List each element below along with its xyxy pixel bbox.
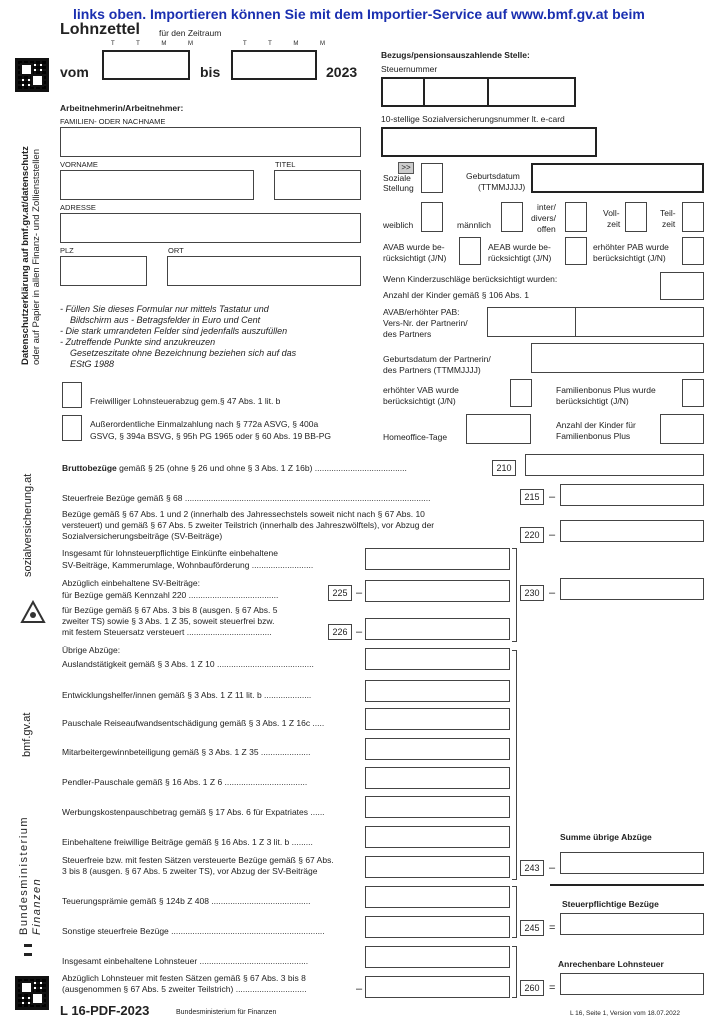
code-230: 230	[520, 585, 544, 601]
dob-input[interactable]	[531, 163, 704, 193]
male-label: männlich	[457, 220, 492, 230]
partner-dob-label-2: des Partners (TTMMJJJJ)	[383, 365, 481, 375]
code-220: 220	[520, 527, 544, 543]
fb-kids-label-1: Anzahl der Kinder für	[556, 420, 636, 430]
svnr-label: 10-stellige Sozialversicherungsnummer lt. e-card	[381, 114, 565, 124]
inflation-input[interactable]	[365, 886, 510, 908]
instruction-line: - Füllen Sie dieses Formular nur mittels Tastatur und	[60, 304, 269, 314]
minus-243: –	[549, 862, 556, 874]
row-243-input[interactable]	[365, 856, 510, 878]
sv-logo-icon	[20, 600, 46, 626]
privacy-line-1: Datenschutzerklärung auf bmf.gv.at/datenschutz	[20, 146, 31, 365]
ministry-logo-icon	[24, 944, 32, 956]
voluntary-contrib-label: Einbehaltene freiwillige Beiträge gemäß § 16 Abs. 1 Z 3 lit. b .........	[62, 837, 313, 847]
fb-input[interactable]	[682, 379, 704, 407]
social-status-label-1: Soziale	[383, 173, 411, 183]
vab-label-2: berücksichtigt (J/N)	[383, 396, 456, 406]
partner-svnr-input-1[interactable]	[487, 307, 576, 337]
partner-svnr-input-2[interactable]	[575, 307, 704, 337]
code-215: 215	[520, 489, 544, 505]
avab-label-2: rücksichtigt (J/N)	[383, 253, 447, 263]
other-deductions-title: Übrige Abzüge:	[62, 645, 121, 655]
row-220-label-2: versteuert) und gemäß § 67 Abs. 5 zweiter Teilstrich (innerhalb des Jahreszwölftels), vor Abzug der	[62, 520, 435, 530]
fulltime-checkbox[interactable]	[625, 202, 647, 232]
homeoffice-label: Homeoffice-Tage	[383, 432, 448, 442]
row-260-label-2: (ausgenommen § 67 Abs. 5 zweiter Teilstrich) ..............................	[62, 984, 307, 994]
zip-input[interactable]	[60, 256, 147, 286]
diverse-label-3: offen	[537, 224, 556, 234]
instruction-line: Gesetzeszitate ohne Bezeichnung beziehen sich auf das	[70, 348, 297, 358]
bracket-245	[512, 886, 517, 938]
homeoffice-input[interactable]	[466, 414, 531, 444]
firstname-label: VORNAME	[60, 160, 98, 169]
code-245: 245	[520, 920, 544, 936]
row-230-input[interactable]	[560, 578, 704, 600]
zip-label: PLZ	[60, 246, 74, 255]
city-input[interactable]	[167, 256, 361, 286]
instruction-line: Bildschirm aus - Betragsfelder in Euro und Cent	[70, 315, 261, 325]
expat-input[interactable]	[365, 796, 510, 818]
female-checkbox[interactable]	[421, 202, 443, 232]
dob-label-1: Geburtsdatum	[466, 171, 520, 181]
footer-ministry: Bundesministerium für Finanzen	[176, 1009, 277, 1016]
address-label: ADRESSE	[60, 203, 96, 212]
minus-215: –	[549, 491, 556, 503]
payer-title: Bezugs/pensionsauszahlende Stelle:	[381, 50, 530, 60]
male-checkbox[interactable]	[501, 202, 523, 232]
bmf-link[interactable]: bmf.gv.at	[21, 712, 33, 757]
diverse-label-1: inter/	[537, 202, 556, 212]
expat-label: Werbungskostenpauschbetrag gemäß § 17 Abs. 6 für Expatriates ......	[62, 807, 325, 817]
row-210-label	[62, 463, 407, 473]
kids-count-input[interactable]	[660, 272, 704, 300]
privacy-line-2: oder auf Papier in allen Finanz- und Zollienststellen	[31, 149, 42, 365]
ministry-line-1: Bundesministerium	[18, 815, 30, 935]
row-210-text: gemäß § 25 (ohne § 26 und ohne § 3 Abs. 1 Z 16b) .......................................	[116, 463, 407, 473]
row-220-input[interactable]	[560, 520, 704, 542]
withheld-label: Insgesamt einbehaltene Lohnsteuer ..............................................	[62, 956, 309, 966]
instructions	[60, 304, 296, 370]
code-226: 226	[328, 624, 352, 640]
surname-label: FAMILIEN- ODER NACHNAME	[60, 117, 166, 126]
tax-number-field-1[interactable]	[381, 77, 425, 107]
parttime-label-1: Teil-	[660, 208, 676, 218]
instruction-line: EStG 1988	[70, 359, 115, 369]
sum-other-label: Summe übrige Abzüge	[560, 832, 652, 842]
foreign-activity-label: Auslandstätigkeit gemäß § 3 Abs. 1 Z 10 .........................................	[62, 659, 314, 669]
fb-kids-input[interactable]	[660, 414, 704, 444]
sv-total-input[interactable]	[365, 548, 510, 570]
instruction-line: - Zutreffende Punkte sind anzukreuzen	[60, 337, 216, 347]
diverse-checkbox[interactable]	[565, 202, 587, 232]
taxable-label: Steuerpflichtige Bezüge	[562, 899, 659, 909]
row-243-label-2: 3 bis 8 (ausgen. § 67 Abs. 5 zweiter TS), vor Abzug der SV-Beiträge	[62, 866, 318, 876]
extraordinary-label-1: Außerordentliche Einmalzahlung nach § 772a ASVG, § 400a	[90, 419, 319, 429]
extraordinary-checkbox[interactable]	[62, 415, 82, 441]
partner-dob-label-1: Geburtsdatum der Partnerin/	[383, 354, 491, 364]
privacy-note	[20, 146, 42, 365]
tax-number-label: Steuernummer	[381, 64, 438, 74]
creditable-label: Anrechenbare Lohnsteuer	[558, 959, 664, 969]
form-code: L 16-PDF-2023	[60, 1003, 150, 1018]
row-226-input[interactable]	[365, 618, 510, 640]
partner-label-3: des Partners	[383, 329, 432, 339]
social-status-input[interactable]	[421, 163, 443, 193]
row-215-input[interactable]	[560, 484, 704, 506]
row-226-label-2: zweiter TS) sowie § 3 Abs. 1 Z 35, soweit steuerfrei bzw.	[62, 616, 275, 626]
code-260: 260	[520, 980, 544, 996]
row-226-label-3: mit festem Steuersatz versteuert ....................................	[62, 627, 272, 637]
profit-share-input[interactable]	[365, 738, 510, 760]
row-260-input[interactable]	[365, 976, 510, 998]
year-label: 2023	[326, 64, 358, 80]
from-date-input[interactable]	[102, 50, 190, 80]
fb-label-1: Familienbonus Plus wurde	[556, 385, 656, 395]
svnr-input[interactable]	[381, 127, 597, 157]
creditable-input[interactable]	[560, 973, 704, 995]
parttime-label-2: zeit	[662, 219, 676, 229]
minus-220: –	[549, 529, 556, 541]
tax-number-field-3[interactable]	[487, 77, 576, 107]
commuter-label: Pendler-Pauschale gemäß § 16 Abs. 1 Z 6 ...................................	[62, 777, 308, 787]
employee-title: Arbeitnehmerin/Arbeitnehmer:	[60, 103, 184, 113]
aeab-input[interactable]	[565, 237, 587, 265]
fb-label-2: berücksichtigt (J/N)	[556, 396, 629, 406]
qr-code-top	[15, 58, 49, 92]
address-input[interactable]	[60, 213, 361, 243]
equals-245: =	[549, 922, 556, 934]
withheld-input[interactable]	[365, 946, 510, 968]
qr-code-bottom	[15, 976, 49, 1010]
row-260-label-1: Abzüglich Lohnsteuer mit festen Sätzen gemäß § 67 Abs. 3 bis 8	[62, 973, 306, 983]
equals-260: =	[549, 982, 556, 994]
pab-input[interactable]	[682, 237, 704, 265]
avab-input[interactable]	[459, 237, 481, 265]
row-220-label-3: Sozialversicherungsbeiträge (SV-Beiträge)	[62, 531, 223, 541]
travel-label: Pauschale Reiseaufwandsentschädigung gemäß § 3 Abs. 1 Z 16c .....	[62, 718, 325, 728]
foreign-activity-input[interactable]	[365, 648, 510, 670]
voluntary-label: Freiwilliger Lohnsteuerabzug gem.§ 47 Abs. 1 lit. b	[90, 396, 281, 406]
minus-226: –	[356, 626, 363, 638]
date-format-from: T T M M	[111, 41, 204, 47]
inflation-label: Teuerungsprämie gemäß § 124b Z 408 ..........................................	[62, 896, 311, 906]
social-status-button[interactable]: >>	[398, 162, 414, 174]
dob-label-2: (TTMMJJJJ)	[478, 182, 526, 192]
sum-other-input[interactable]	[560, 852, 704, 874]
row-225-label-2: für Bezüge gemäß Kennzahl 220 ......................................	[62, 590, 279, 600]
minus-230: –	[549, 587, 556, 599]
gross-pay-input[interactable]	[525, 454, 704, 476]
ministry-name	[18, 816, 44, 935]
bracket-260	[512, 946, 517, 998]
title-label: TITEL	[275, 160, 296, 169]
row-226-label-1: für Bezüge gemäß § 67 Abs. 3 bis 8 (ausgen. § 67 Abs. 5	[62, 605, 278, 615]
period-caption: für den Zeitraum	[159, 28, 222, 38]
pab-label-2: berücksichtigt (J/N)	[593, 253, 666, 263]
partner-label-1: AVAB/erhöhter PAB:	[383, 307, 460, 317]
firstname-input[interactable]	[60, 170, 254, 200]
bracket-line	[512, 548, 517, 642]
row-225-input[interactable]	[365, 580, 510, 602]
profit-share-label: Mitarbeitergewinnbeteiligung gemäß § 3 Abs. 1 Z 35 .....................	[62, 747, 311, 757]
fb-kids-label-2: Familienbonus Plus	[556, 431, 631, 441]
fulltime-label-1: Voll-	[603, 208, 620, 218]
divider	[550, 884, 704, 886]
sv-link[interactable]: sozialversicherung.at	[22, 473, 34, 577]
row-225-label-1: Abzüglich einbehaltene SV-Beiträge:	[62, 578, 200, 588]
title-input[interactable]	[274, 170, 361, 200]
extraordinary-label-2: GSVG, § 394a BSVG, § 95h PG 1965 oder § 60 Abs. 19 BB-PG	[90, 431, 331, 441]
social-status-label-2: Stellung	[383, 183, 414, 193]
travel-input[interactable]	[365, 708, 510, 730]
bracket-243	[512, 650, 517, 880]
voluntary-checkbox[interactable]	[62, 382, 82, 408]
parttime-checkbox[interactable]	[682, 202, 704, 232]
fulltime-label-2: zeit	[607, 219, 621, 229]
minus-225: –	[356, 587, 363, 599]
taxable-input[interactable]	[560, 913, 704, 935]
kids-label-2: Anzahl der Kinder gemäß § 106 Abs. 1	[383, 290, 530, 300]
form-title: Lohnzettel	[60, 21, 140, 38]
footer-version: L 16, Seite 1, Version vom 18.07.2022	[570, 1010, 680, 1017]
diverse-label-2: divers/	[531, 213, 557, 223]
vab-input[interactable]	[510, 379, 532, 407]
row-220-label-1: Bezüge gemäß § 67 Abs. 1 und 2 (innerhalb des Jahressechstels soweit nicht nach § 67 Abs. 10	[62, 509, 425, 519]
partner-label-2: Vers-Nr. der Partnerin/	[383, 318, 468, 328]
female-label: weiblich	[383, 220, 414, 230]
code-225: 225	[328, 585, 352, 601]
partner-dob-input[interactable]	[531, 343, 704, 373]
from-label: vom	[60, 64, 89, 80]
city-label: ORT	[168, 246, 184, 255]
sv-total-label-2: SV-Beiträge, Kammerumlage, Wohnbauförderung ..........................	[62, 560, 314, 570]
dev-helper-label: Entwicklungshelfer/innen gemäß § 3 Abs. 1 Z 11 lit. b ....................	[62, 690, 312, 700]
code-243: 243	[520, 860, 544, 876]
aeab-label-1: AEAB wurde be-	[488, 242, 551, 252]
sv-total-label-1: Insgesamt für lohnsteuerpflichtige Einkünfte einbehaltene	[62, 548, 278, 558]
date-format-to: T T M M	[243, 41, 336, 47]
vab-label-1: erhöhter VAB wurde	[383, 385, 459, 395]
surname-input[interactable]	[60, 127, 361, 157]
import-banner: links oben. Importieren können Sie mit dem Importier-Service auf www.bmf.gv.at beim	[73, 6, 645, 22]
gross-pay-label: Bruttobezüge	[62, 463, 117, 473]
minus-260-left: –	[356, 983, 363, 995]
code-210: 210	[492, 460, 516, 476]
aeab-label-2: rücksichtigt (J/N)	[488, 253, 552, 263]
row-215-label: Steuerfreie Bezüge gemäß § 68 ........................................................................................................	[62, 493, 431, 503]
instruction-line: - Die stark umrandeten Felder sind jedenfalls auszufüllen	[60, 326, 288, 336]
voluntary-contrib-input[interactable]	[365, 826, 510, 848]
kids-label-1: Wenn Kinderzuschläge berücksichtigt wurden:	[383, 274, 558, 284]
pab-label-1: erhöhter PAB wurde	[593, 242, 669, 252]
ministry-line-2: Finanzen	[31, 877, 43, 935]
row-245-input[interactable]	[365, 916, 510, 938]
row-245-label: Sonstige steuerfreie Bezüge .................................................................	[62, 926, 325, 936]
dev-helper-input[interactable]	[365, 680, 510, 702]
to-date-input[interactable]	[231, 50, 317, 80]
avab-label-1: AVAB wurde be-	[383, 242, 445, 252]
tax-number-field-2[interactable]	[423, 77, 489, 107]
to-label: bis	[200, 64, 221, 80]
commuter-input[interactable]	[365, 767, 510, 789]
row-243-label-1: Steuerfreie bzw. mit festen Sätzen versteuerte Bezüge gemäß § 67 Abs.	[62, 855, 334, 865]
